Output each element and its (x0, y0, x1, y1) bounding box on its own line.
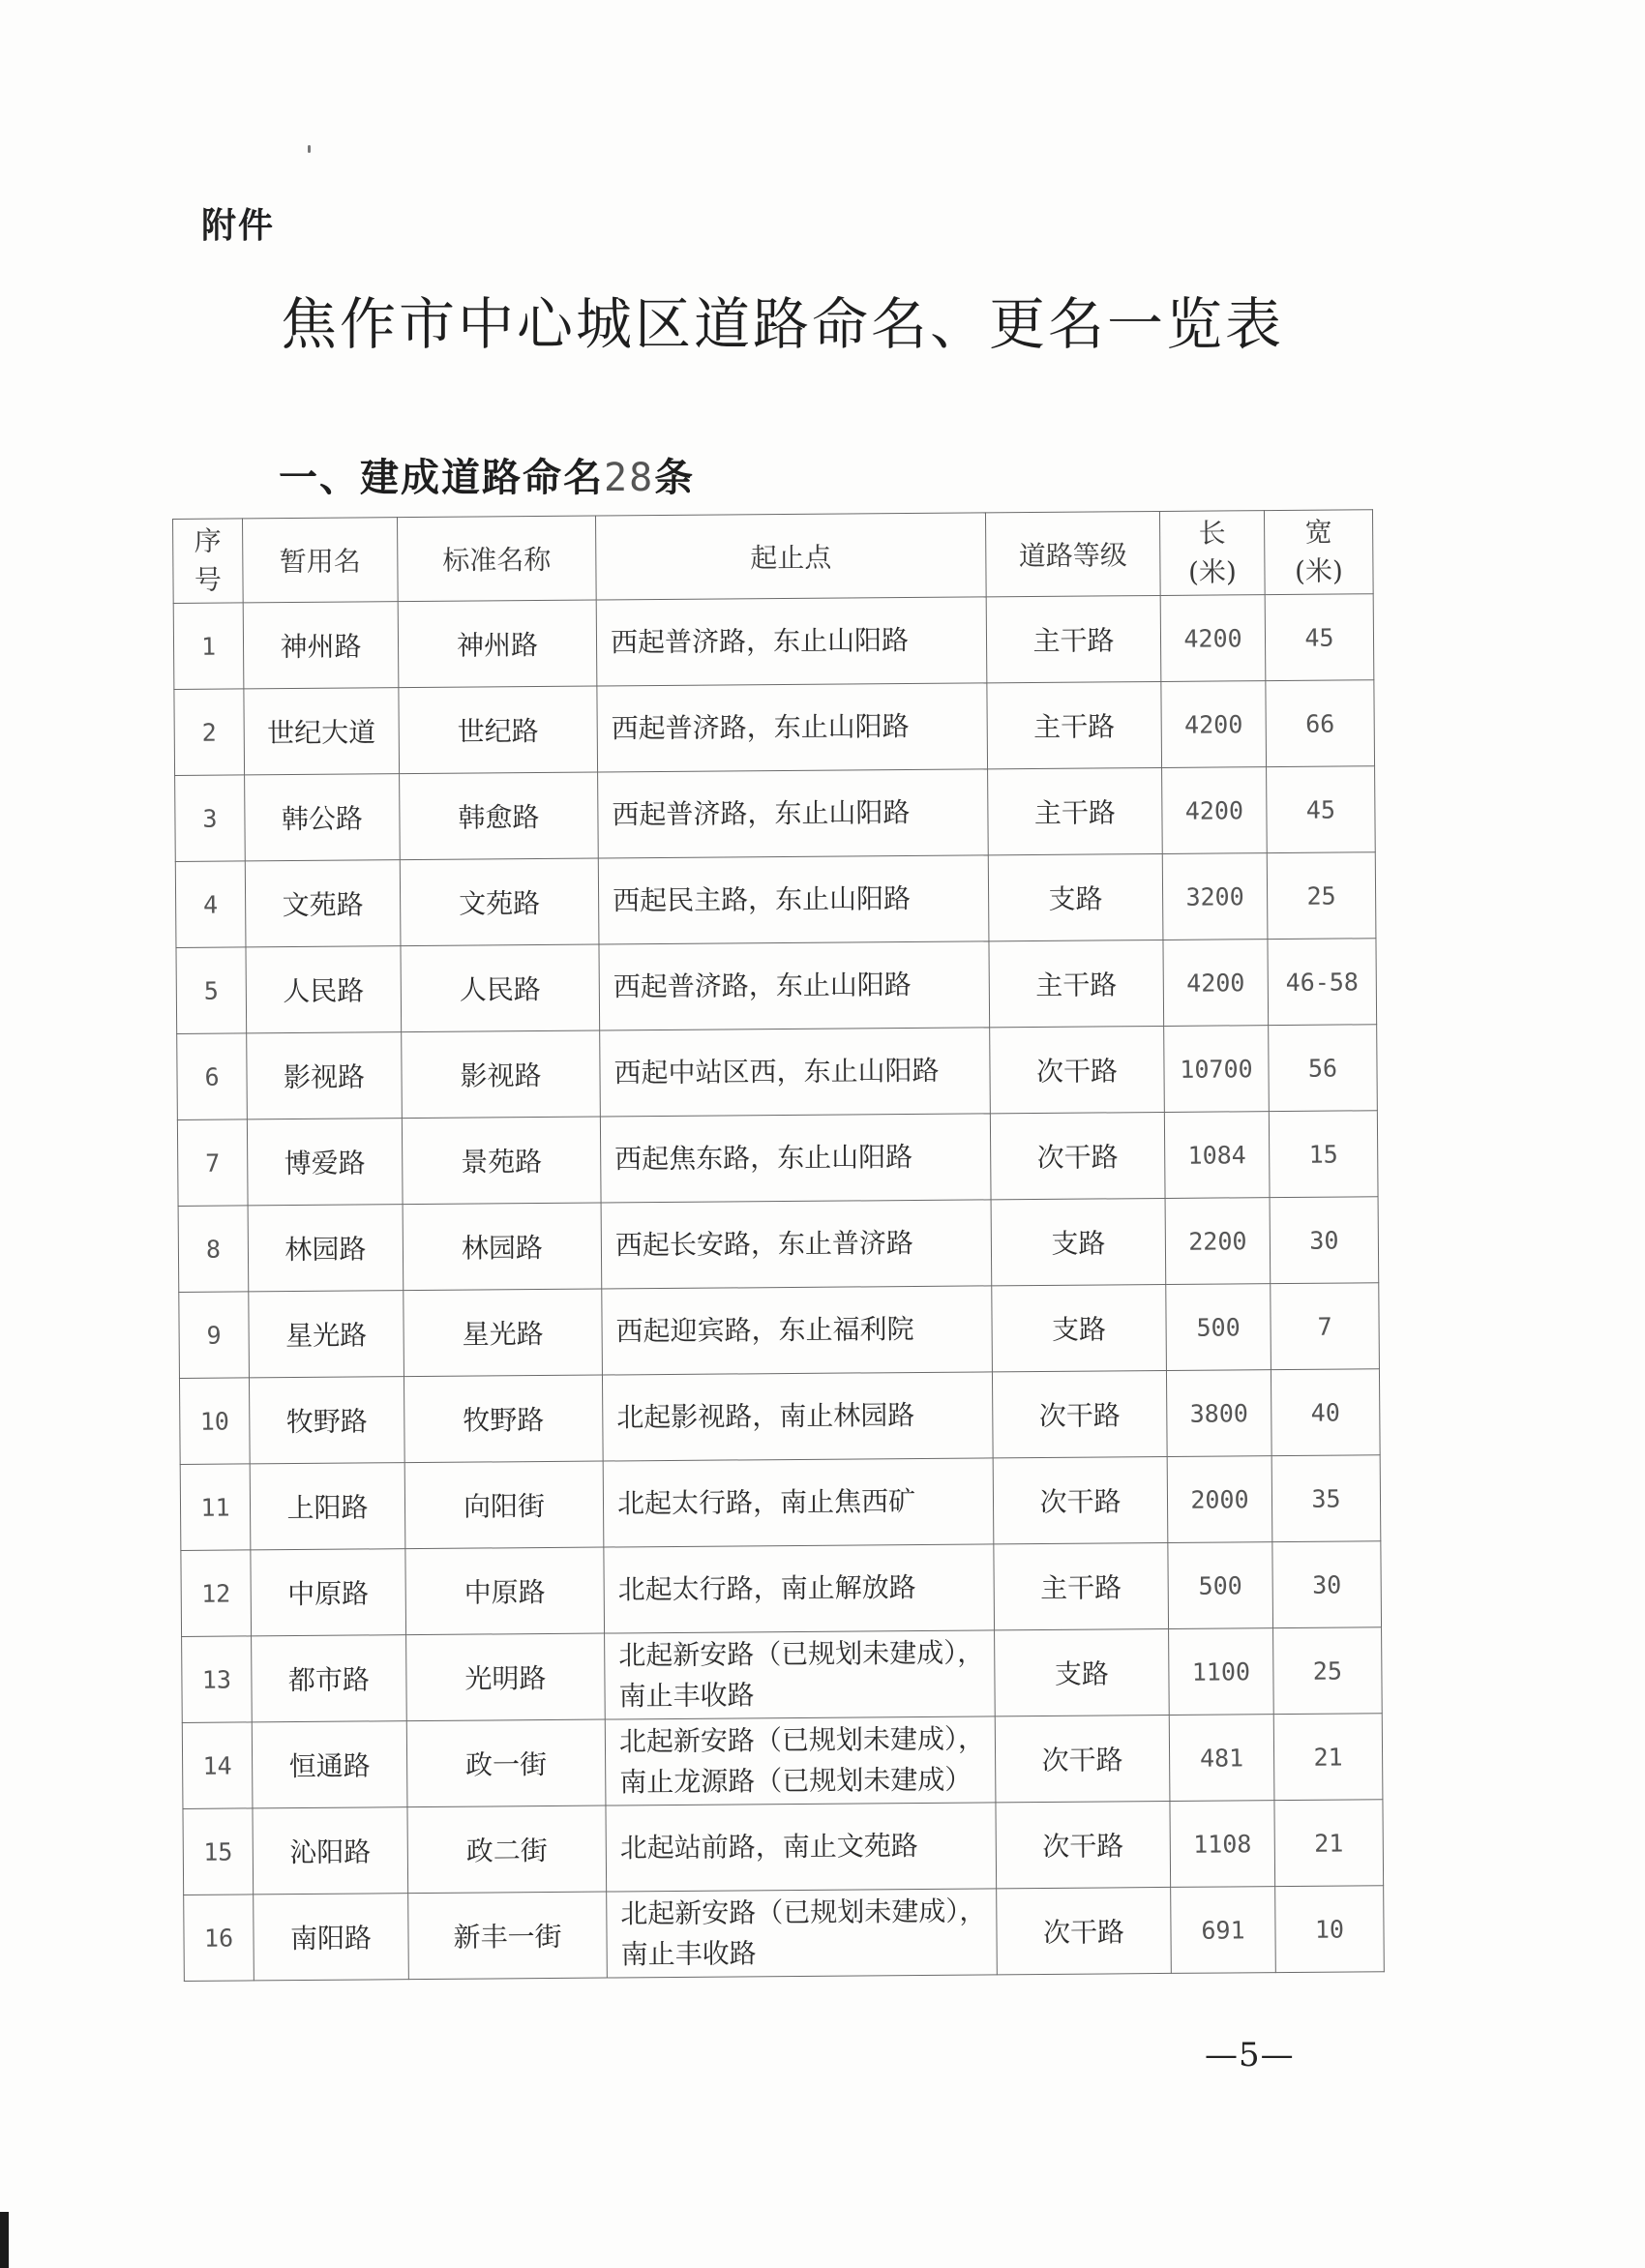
road-naming-table (172, 509, 1385, 1982)
table-row (183, 1800, 1384, 1895)
cell-standard-name: 文苑路 (400, 858, 599, 946)
cell-route (597, 683, 988, 772)
cell-route (605, 1716, 996, 1805)
cell-width: 21 (1273, 1714, 1383, 1801)
cell-width: 10 (1275, 1886, 1385, 1973)
route-line: 北起太行路，南止解放路 (617, 1570, 916, 1606)
cell-grade: 主干路 (986, 595, 1161, 682)
scan-edge-mark (0, 2212, 9, 2268)
cell-width: 25 (1273, 1627, 1383, 1715)
cell-temp-name: 文苑路 (245, 860, 401, 947)
route-line: 南止龙源路（已规划未建成） (619, 1763, 972, 1799)
cell-standard-name: 牧野路 (404, 1375, 603, 1463)
route-line: 北起影视路，南止林园路 (616, 1399, 915, 1434)
cell-width: 30 (1270, 1197, 1379, 1284)
cell-temp-name: 恒通路 (252, 1721, 407, 1808)
route-line: 北起新安路（已规划未建成）， (618, 1636, 985, 1672)
cell-temp-name: 都市路 (252, 1635, 407, 1722)
cell-standard-name: 人民路 (401, 944, 600, 1032)
cell-seq: 6 (177, 1033, 248, 1120)
cell-seq: 13 (182, 1636, 253, 1723)
cell-grade: 次干路 (990, 1026, 1165, 1113)
header-length-line2: (米) (1187, 555, 1238, 588)
cell-length: 4200 (1160, 595, 1266, 682)
cell-standard-name: 向阳街 (404, 1461, 604, 1549)
table-body (173, 594, 1384, 1982)
table-row (180, 1455, 1381, 1551)
header-length (1159, 511, 1265, 596)
cell-route (607, 1889, 998, 1978)
cell-route (596, 597, 987, 686)
route-line: 西起长安路，东止普济路 (614, 1227, 914, 1262)
cell-width: 40 (1271, 1369, 1380, 1456)
table-row (175, 852, 1376, 948)
route-line: 南止丰收路 (618, 1679, 755, 1713)
cell-standard-name: 世纪路 (399, 686, 598, 774)
cell-standard-name: 景苑路 (402, 1117, 601, 1205)
attachment-label: 附件 (201, 206, 276, 246)
table-row (177, 1025, 1378, 1120)
table-row (174, 680, 1375, 776)
cell-width: 56 (1269, 1025, 1378, 1112)
table-row (178, 1197, 1379, 1293)
route-line: 西起迎宾路，东止福利院 (615, 1313, 914, 1348)
cell-seq: 14 (182, 1722, 253, 1809)
cell-temp-name: 南阳路 (254, 1894, 409, 1981)
cell-grade: 主干路 (994, 1542, 1169, 1629)
cell-temp-name: 神州路 (243, 602, 399, 689)
document-title: 焦作市中心城区道路命名、更名一览表 (281, 291, 1285, 357)
cell-temp-name: 星光路 (249, 1291, 404, 1378)
table-header-row (173, 510, 1374, 604)
route-line: 西起普济路，东止山阳路 (613, 969, 912, 1003)
section-prefix: 一、建成道路命名 (279, 456, 604, 500)
route-line: 北起太行路，南止焦西矿 (616, 1484, 916, 1520)
cell-standard-name: 影视路 (402, 1030, 601, 1119)
table-row (181, 1541, 1382, 1637)
cell-width: 46-58 (1268, 939, 1377, 1026)
header-width (1264, 510, 1373, 595)
route-line: 西起焦东路，东止山阳路 (614, 1141, 913, 1176)
cell-grade: 次干路 (997, 1887, 1172, 1974)
cell-standard-name: 政二街 (407, 1805, 607, 1894)
cell-grade: 次干路 (993, 1456, 1168, 1543)
table-row (179, 1369, 1380, 1465)
section-count: 28 (604, 456, 655, 500)
header-width-line1: 宽 (1304, 516, 1332, 549)
cell-length: 1100 (1169, 1628, 1274, 1716)
table-row (177, 1111, 1378, 1207)
cell-length: 3800 (1166, 1370, 1271, 1457)
route-line: 西起普济路，东止山阳路 (612, 796, 911, 831)
cell-temp-name: 中原路 (251, 1549, 406, 1636)
route-line: 北起新安路（已规划未建成）， (620, 1895, 987, 1930)
cell-length: 2200 (1165, 1198, 1271, 1285)
cell-grade: 主干路 (988, 767, 1163, 854)
cell-route (602, 1372, 993, 1461)
cell-temp-name: 上阳路 (250, 1463, 405, 1550)
cell-standard-name: 中原路 (405, 1547, 605, 1635)
route-line: 西起普济路，东止山阳路 (610, 624, 910, 659)
cell-temp-name: 林园路 (248, 1205, 404, 1292)
cell-seq: 10 (179, 1378, 250, 1465)
table-row (182, 1714, 1383, 1809)
cell-temp-name: 人民路 (246, 946, 402, 1033)
header-grade: 道路等级 (985, 511, 1160, 596)
cell-width: 66 (1266, 680, 1375, 767)
cell-seq: 4 (175, 861, 246, 948)
page-number: —5— (1205, 2036, 1295, 2074)
cell-length: 2000 (1167, 1456, 1272, 1543)
header-width-line2: (米) (1294, 554, 1344, 587)
section-suffix: 条 (654, 456, 696, 500)
cell-length: 481 (1169, 1715, 1274, 1802)
cell-route (604, 1544, 995, 1633)
cell-width: 7 (1271, 1283, 1380, 1370)
header-seq (173, 519, 244, 604)
table-row (176, 939, 1377, 1034)
cell-grade: 主干路 (989, 940, 1164, 1027)
cell-temp-name: 韩公路 (245, 774, 401, 861)
header-standard-name: 标准名称 (397, 516, 596, 602)
cell-width: 30 (1272, 1541, 1382, 1628)
cell-route (602, 1286, 993, 1375)
cell-seq: 3 (175, 775, 246, 862)
cell-temp-name: 影视路 (247, 1032, 403, 1119)
table-row (184, 1886, 1385, 1982)
cell-standard-name: 星光路 (404, 1289, 603, 1377)
cell-temp-name: 博爱路 (247, 1119, 403, 1206)
cell-seq: 16 (184, 1895, 254, 1982)
route-line: 北起站前路，南止文苑路 (619, 1829, 918, 1865)
cell-grade: 支路 (995, 1628, 1170, 1716)
cell-seq: 8 (178, 1206, 249, 1293)
table-row (182, 1627, 1383, 1723)
cell-standard-name: 韩愈路 (400, 772, 599, 860)
table-row (173, 594, 1374, 690)
cell-length: 691 (1171, 1887, 1276, 1974)
cell-route (600, 1114, 991, 1203)
cell-length: 4200 (1163, 940, 1269, 1027)
cell-grade: 支路 (988, 853, 1163, 940)
cell-route (598, 855, 989, 944)
cell-seq: 7 (177, 1119, 248, 1207)
cell-route (598, 769, 989, 858)
cell-temp-name: 牧野路 (249, 1377, 404, 1464)
cell-grade: 主干路 (987, 681, 1162, 768)
cell-grade: 次干路 (990, 1112, 1165, 1199)
cell-standard-name: 林园路 (403, 1203, 602, 1291)
cell-route (599, 941, 990, 1030)
route-line: 西起普济路，东止山阳路 (611, 710, 910, 745)
route-line: 西起中站区西，东止山阳路 (613, 1054, 940, 1089)
cell-grade: 次干路 (992, 1370, 1167, 1457)
cell-standard-name: 新丰一街 (408, 1892, 608, 1980)
cell-width: 21 (1274, 1800, 1384, 1887)
cell-length: 1108 (1170, 1801, 1275, 1888)
cell-length: 500 (1168, 1542, 1273, 1629)
cell-length: 10700 (1164, 1026, 1270, 1113)
cell-seq: 5 (176, 947, 247, 1034)
cell-width: 45 (1267, 766, 1376, 853)
cell-seq: 1 (173, 603, 244, 690)
cell-length: 4200 (1161, 681, 1267, 768)
cell-seq: 15 (183, 1808, 254, 1895)
header-route: 起止点 (595, 513, 986, 600)
cell-width: 25 (1267, 852, 1376, 940)
header-seq-line2: 号 (194, 563, 223, 596)
cell-route (603, 1458, 994, 1547)
cell-width: 45 (1265, 594, 1374, 681)
header-length-line1: 长 (1198, 517, 1226, 550)
cell-length: 1084 (1164, 1112, 1270, 1199)
cell-grade: 次干路 (996, 1801, 1171, 1888)
cell-standard-name: 光明路 (406, 1633, 606, 1721)
cell-route (600, 1028, 991, 1117)
header-seq-line1: 序 (194, 524, 222, 557)
cell-grade: 支路 (992, 1284, 1167, 1371)
cell-temp-name: 世纪大道 (244, 688, 400, 775)
cell-seq: 11 (180, 1464, 251, 1551)
cell-length: 4200 (1162, 767, 1268, 854)
cell-grade: 次干路 (995, 1715, 1170, 1802)
cell-seq: 9 (179, 1292, 250, 1379)
cell-length: 500 (1166, 1284, 1271, 1371)
cell-route (601, 1200, 992, 1289)
table-row (179, 1283, 1380, 1379)
cell-route (606, 1803, 997, 1892)
cell-grade: 支路 (991, 1198, 1166, 1285)
cell-standard-name: 神州路 (398, 600, 597, 688)
cell-seq: 12 (181, 1550, 252, 1637)
route-line: 西起民主路，东止山阳路 (612, 882, 912, 917)
cell-standard-name: 政一街 (406, 1719, 606, 1807)
header-temp-name: 暂用名 (243, 518, 399, 603)
route-line: 南止丰收路 (620, 1937, 757, 1971)
table-row (175, 766, 1376, 862)
scan-speck (308, 145, 311, 153)
cell-width: 15 (1269, 1111, 1378, 1198)
cell-seq: 2 (174, 689, 245, 776)
cell-width: 35 (1271, 1455, 1381, 1542)
section-heading (279, 447, 695, 502)
route-line: 北起新安路（已规划未建成）， (618, 1722, 986, 1758)
cell-length: 3200 (1162, 853, 1268, 940)
cell-temp-name: 沁阳路 (253, 1807, 408, 1895)
cell-route (605, 1630, 996, 1719)
